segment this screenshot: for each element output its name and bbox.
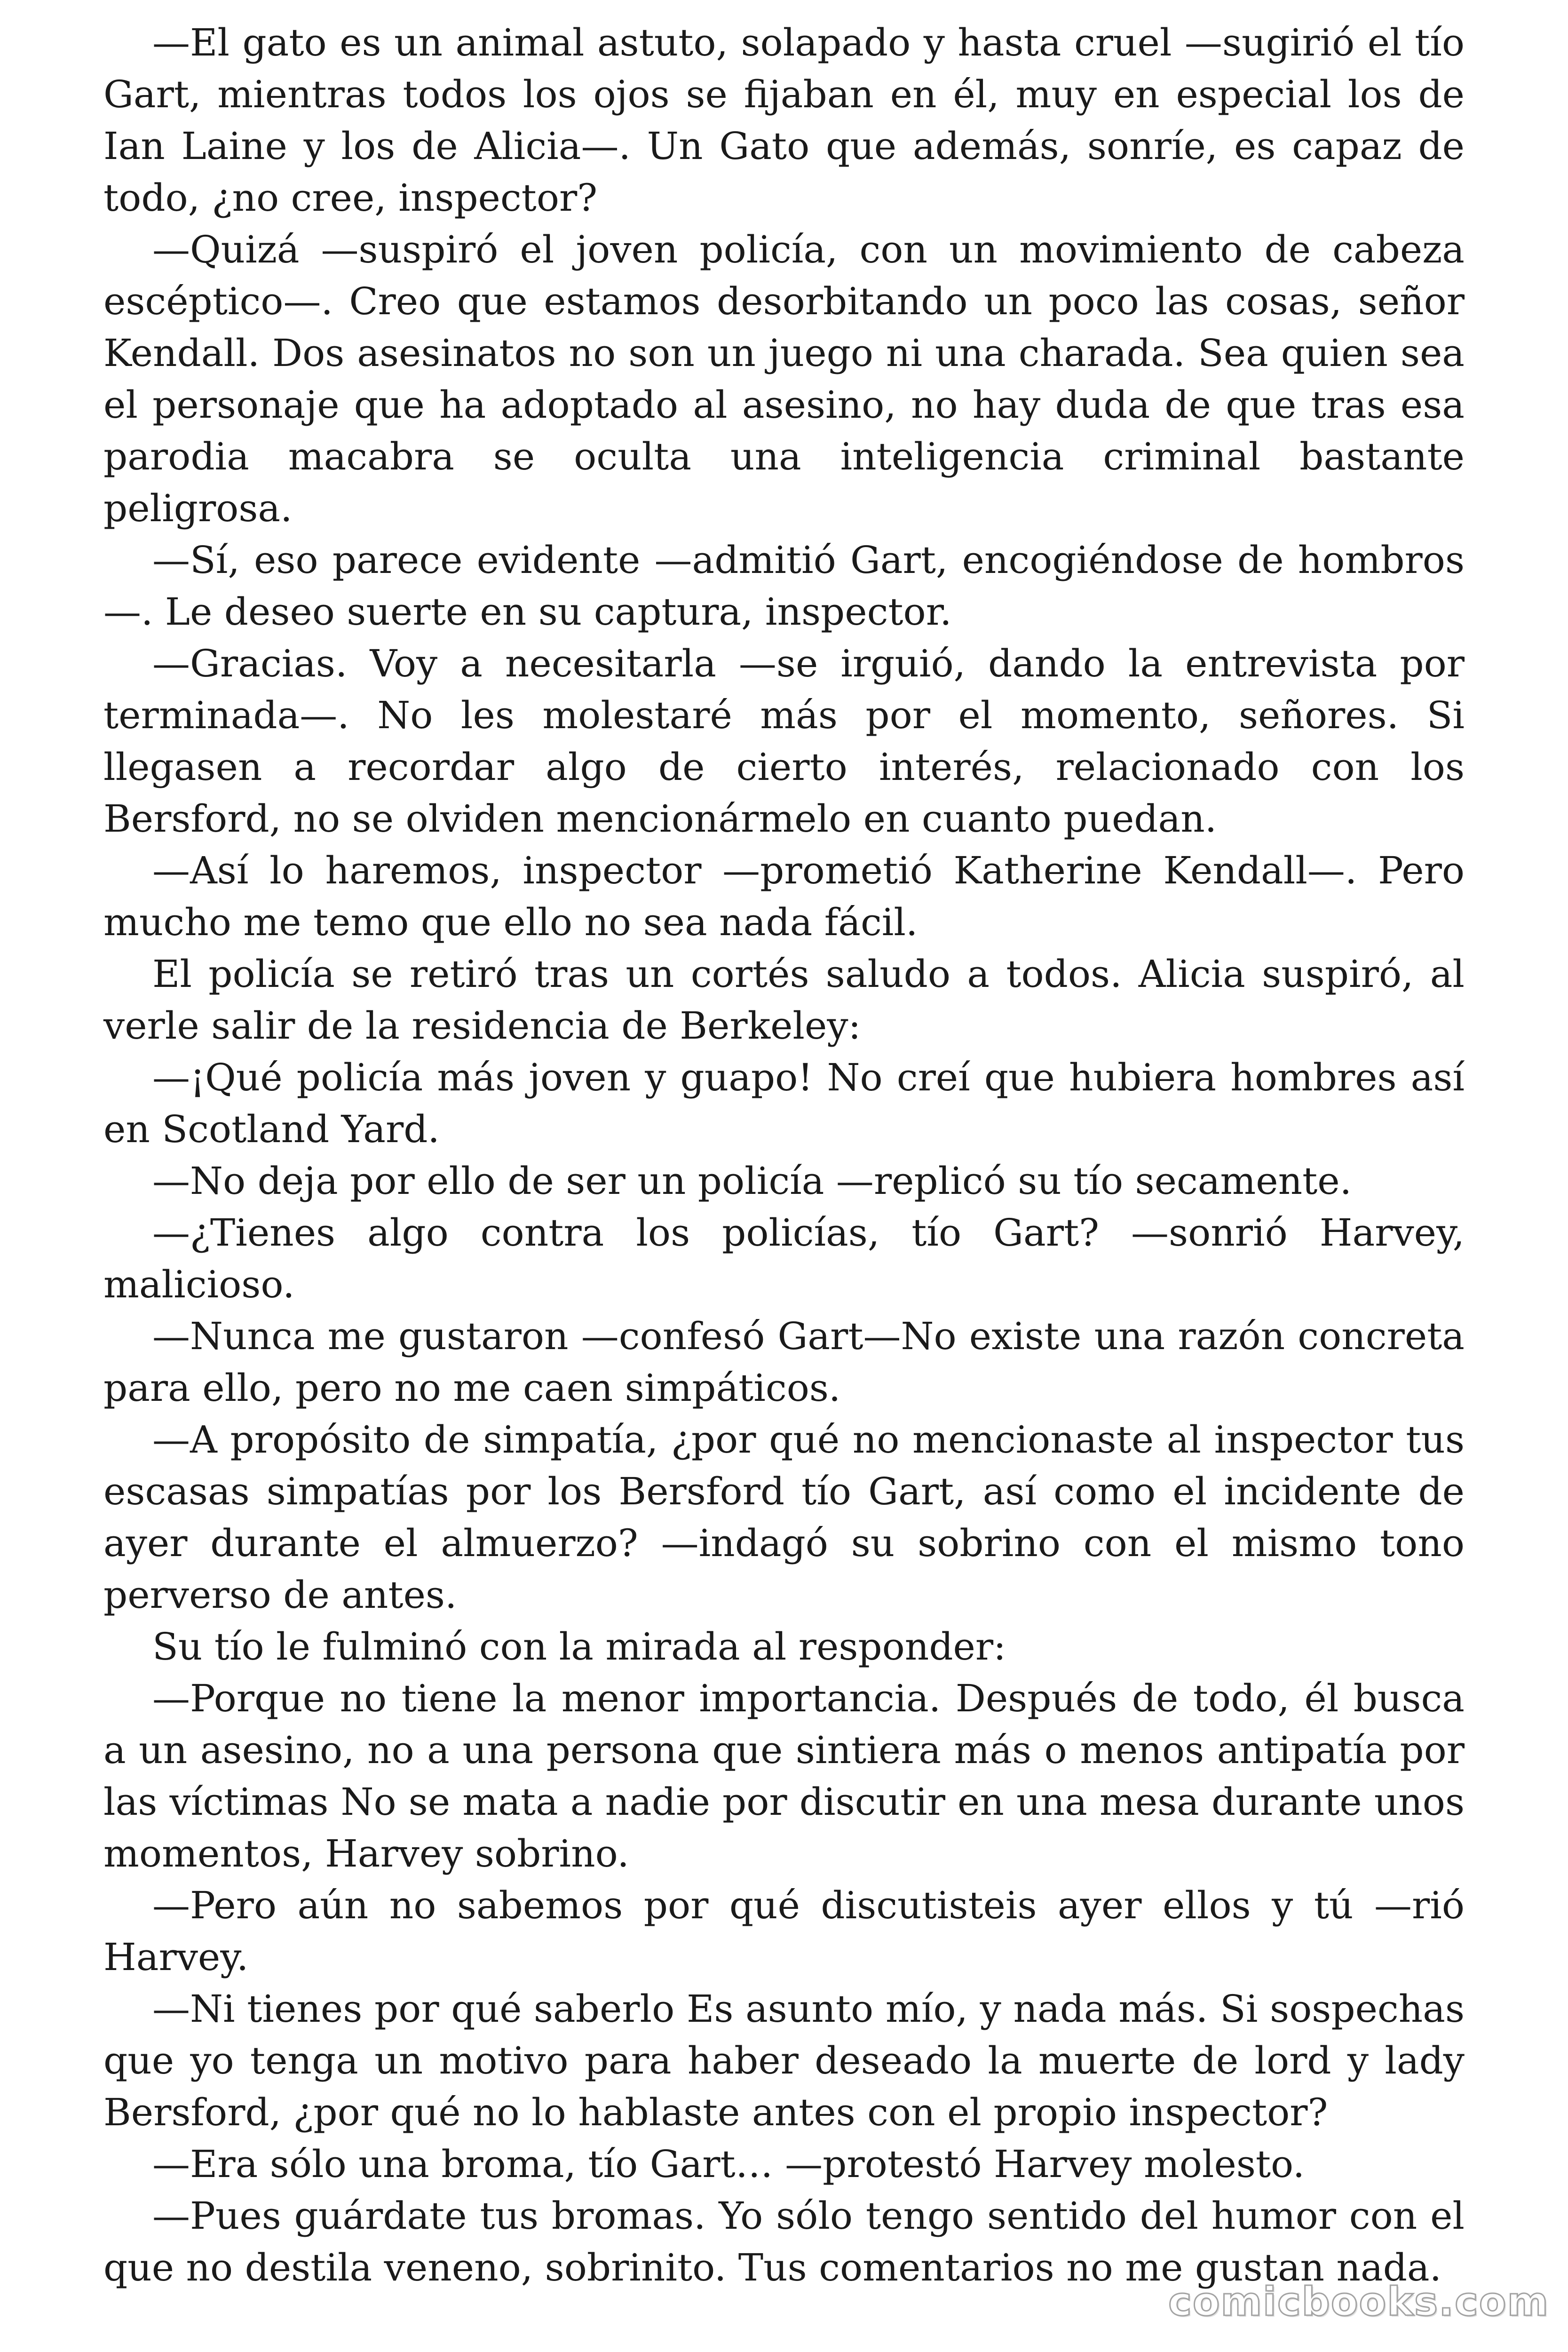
- paragraph: —El gato es un animal astuto, solapado y hasta cruel —sugirió el tío Gart, mientras todos los ojos se fijaban en él, muy en especial los de Ian Laine y los de Alicia—. Un Gato que además, sonríe, es capaz de todo, ¿no cree, inspector?: [103, 21, 1465, 220]
- page-body-text: [103, 17, 1465, 2294]
- paragraph: —Nunca me gustaron —confesó Gart—No existe una razón concreta para ello, pero no me caen simpáticos.: [103, 1314, 1465, 1410]
- paragraph: El policía se retiró tras un cortés saludo a todos. Alicia suspiró, al verle salir de la residencia de Berkeley:: [103, 952, 1465, 1048]
- paragraph: Su tío le fulminó con la mirada al responder:: [152, 1625, 1006, 1669]
- paragraph: —No deja por ello de ser un policía —replicó su tío secamente.: [152, 1159, 1352, 1203]
- paragraph: —¡Qué policía más joven y guapo! No creí que hubiera hombres así en Scotland Yard.: [103, 1056, 1465, 1151]
- paragraph: —¿Tienes algo contra los policías, tío Gart? —sonrió Harvey, malicioso.: [103, 1211, 1465, 1306]
- paragraph: —Gracias. Voy a necesitarla —se irguió, dando la entrevista por terminada—. No les molestaré más por el momento, señores. Si llegasen a recordar algo de cierto interés, relacionado con los Bersford, no se olviden mencionármelo en cuanto puedan.: [103, 642, 1465, 841]
- paragraph: —Era sólo una broma, tío Gart… —protestó Harvey molesto.: [152, 2142, 1305, 2186]
- paragraph: —A propósito de simpatía, ¿por qué no mencionaste al inspector tus escasas simpatías por los Bersford tío Gart, así como el incidente de ayer durante el almuerzo? —indagó su sobrino con el mismo tono perverso de antes.: [103, 1418, 1465, 1617]
- paragraph: —Sí, eso parece evidente —admitió Gart, encogiéndose de hombros —. Le deseo suerte en su captura, inspector.: [103, 538, 1465, 634]
- paragraph: —Pues guárdate tus bromas. Yo sólo tengo sentido del humor con el que no destila veneno, sobrinito. Tus comentarios no me gustan nada.: [103, 2194, 1465, 2289]
- paragraph: —Porque no tiene la menor importancia. Después de todo, él busca a un asesino, no a una persona que sintiera más o menos antipatía por las víctimas No se mata a nadie por discutir en una mesa durante unos momentos, Harvey sobrino.: [103, 1677, 1465, 1875]
- paragraph: —Pero aún no sabemos por qué discutisteis ayer ellos y tú —rió Harvey.: [103, 1883, 1465, 1979]
- watermark-logo: comicbooks.com: [1168, 2279, 1549, 2325]
- paragraph: —Así lo haremos, inspector —prometió Katherine Kendall—. Pero mucho me temo que ello no sea nada fácil.: [103, 849, 1465, 944]
- paragraph: —Quizá —suspiró el joven policía, con un movimiento de cabeza escéptico—. Creo que estamos desorbitando un poco las cosas, señor Kendall. Dos asesinatos no son un juego ni una charada. Sea quien sea el personaje que ha adoptado al asesino, no hay duda de que tras esa parodia macabra se oculta una inteligencia criminal bastante peligrosa.: [103, 228, 1465, 530]
- paragraph: —Ni tienes por qué saberlo Es asunto mío, y nada más. Si sospechas que yo tenga un motivo para haber deseado la muerte de lord y lady Bersford, ¿por qué no lo hablaste antes con el propio inspector?: [103, 1987, 1465, 2134]
